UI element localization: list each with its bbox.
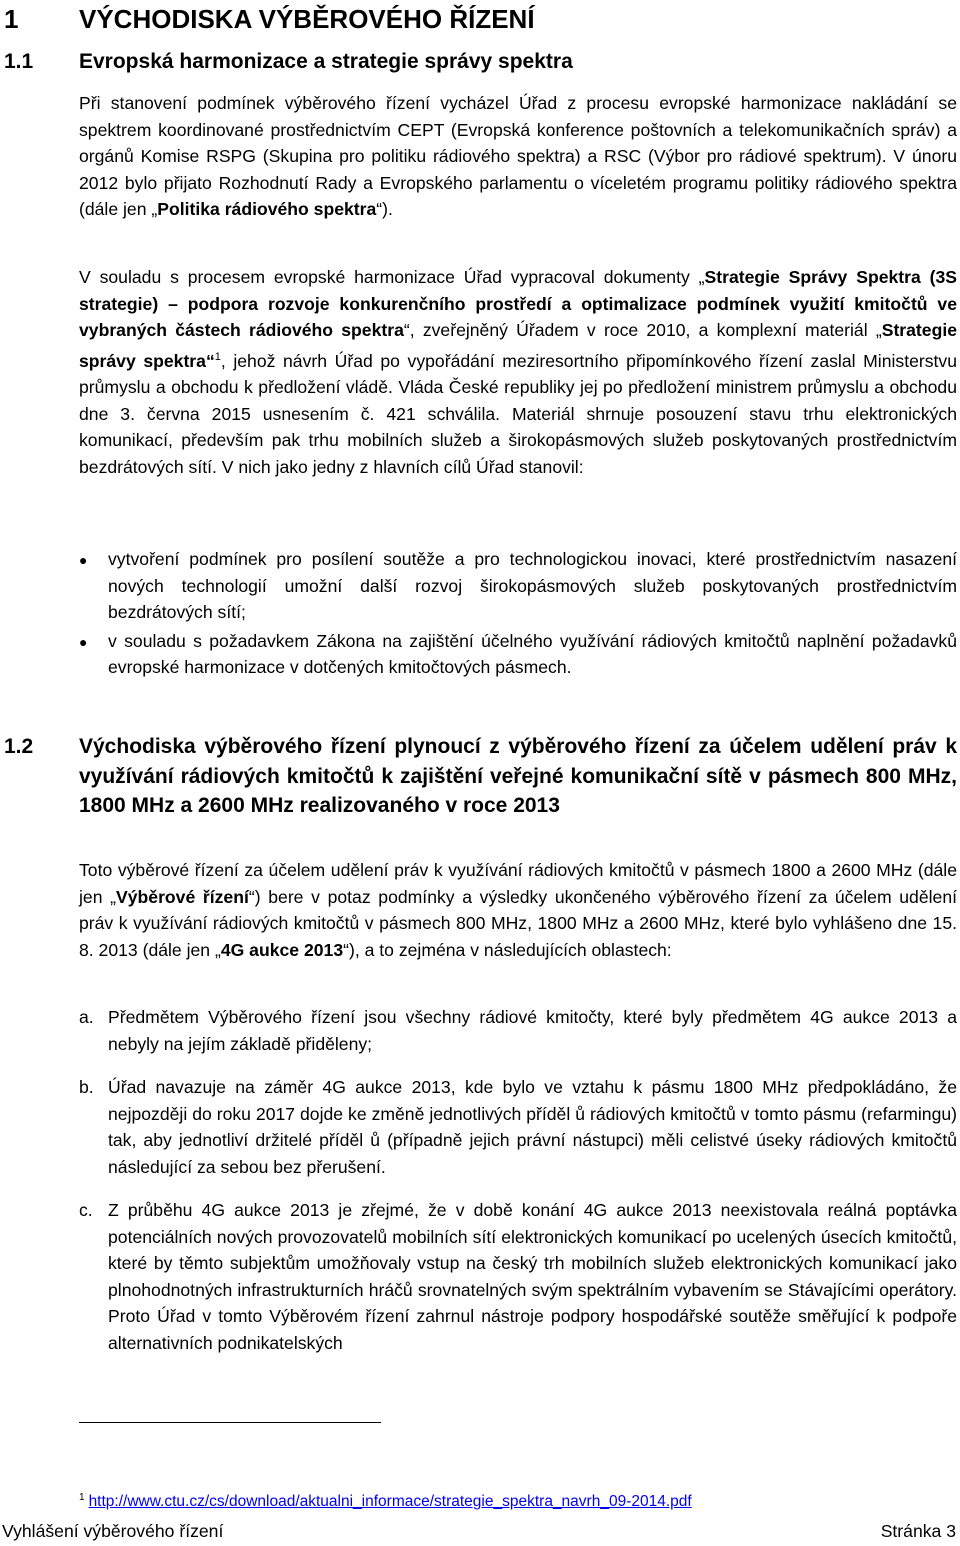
defined-term: Strategie Správy Spektra (3S strategie) – podpora rozvoje konkurenčního prostředí a optimalizace podmínek využití kmitočtů ve vybraných částech rádiového spektra	[79, 267, 957, 340]
footer-document-title: Vyhlášení výběrového řízení	[2, 1521, 224, 1541]
list-item: a. Předmětem Výběrového řízení jsou všechny rádiové kmitočty, které byly předmětem 4G aukce 2013 a nebyly na jejím základě přiděleny;	[79, 1004, 957, 1057]
list-item: c. Z průběhu 4G aukce 2013 je zřejmé, že v době konání 4G aukce 2013 neexistovala reálná poptávka potenciálních nových provozovatelů mobilních sítí elektronických komunikací po ucelených úsecích kmitočtů, které by těmto subjektům umožňovaly vstup na český trh mobilních služeb elektronických komunikací jako plnohodnotných infrastrukturních hráčů srovnatelných svým spektrálním vybavením se Stávajícími operátory. Proto Úřad v tomto Výběrovém řízení zahrnul nástroje podpory hospodářské soutěže směřující k podpoře alternativních podnikatelských	[79, 1197, 957, 1356]
chapter-heading	[4, 2, 535, 36]
section-number: 1.2	[4, 735, 34, 758]
footnote-link[interactable]: http://www.ctu.cz/cs/download/aktualni_informace/strategie_spektra_navrh_09-2014.pdf	[88, 1493, 692, 1510]
defined-term: Výběrové řízení	[116, 886, 249, 907]
areas-list	[79, 1004, 957, 1373]
list-marker: b.	[79, 1077, 94, 1097]
defined-term: Strategie správy spektra	[79, 320, 957, 371]
list-marker: a.	[79, 1007, 94, 1027]
footnote-separator	[79, 1422, 381, 1423]
section-heading-1-1	[4, 47, 573, 77]
list-marker: c.	[79, 1200, 93, 1220]
page-footer	[2, 1519, 956, 1543]
section-title: Evropská harmonizace a strategie správy spektra	[79, 50, 573, 73]
defined-term: Politika rádiového spektra	[157, 199, 377, 219]
footnote	[79, 1488, 692, 1512]
paragraph-previous-auction: Toto výběrové řízení za účelem udělení práv k využívání rádiových kmitočtů v pásmech 1800 a 2600 MHz (dále jen „Výběrové řízení“) bere v potaz podmínky a výsledky ukončeného výběrového řízení za účelem udělení práv k využívání rádiových kmitočtů v pásmech 800 MHz, 1800 MHz a 2600 MHz, které bylo vyhlášeno dne 15. 8. 2013 (dále jen „4G aukce 2013“), a to zejména v následujících oblastech:	[79, 860, 957, 960]
list-item: ● v souladu s požadavkem Zákona na zajištění účelného využívání rádiových kmitočtů naplnění požadavků evropské harmonizace v dotčených kmitočtových pásmech.	[79, 628, 957, 681]
footer-page-number: Stránka 3	[880, 1521, 956, 1541]
paragraph-strategy: V souladu s procesem evropské harmonizace Úřad vypracoval dokumenty „Strategie Správy Spektra (3S strategie) – podpora rozvoje konkurenčního prostředí a optimalizace podmínek využití kmitočtů ve vybraných částech rádiového spektra“, zveřejněný Úřadem v roce 2010, a komplexní materiál „Strategie správy spektra“$^1$, jehož návrh Úřad po vypořádání meziresortního připomínkového řízení zaslal Ministerstvu průmyslu a obchodu k předložení vládě. Vláda České republiky jej po předložení ministrem průmyslu a obchodu dne 3. června 2015 usnesením č. 421 schválila. Materiál shrnuje posouzení stavu trhu elektronických komunikací, především pak trhu mobilních služeb a širokopásmových služeb poskytovaných prostřednictvím bezdrátových sítí. V nich jako jedny z hlavních cílů Úřad stanovil:	[79, 267, 957, 477]
list-item: ● vytvoření podmínek pro posílení soutěže a pro technologickou inovaci, které prostřednictvím nasazení nových technologií umožní další rozvoj širokopásmových služeb poskytovaných prostřednictvím bezdrátových sítí;	[79, 546, 957, 626]
section-heading-1-2	[4, 732, 957, 821]
chapter-number: 1	[4, 4, 19, 34]
defined-term: 4G aukce 2013	[220, 939, 344, 960]
bullet-icon: ●	[79, 552, 88, 568]
footnote-reference[interactable]: 1	[214, 350, 221, 363]
footnote-number: 1	[79, 1492, 85, 1503]
chapter-title: VÝCHODISKA VÝBĚROVÉHO ŘÍZENÍ	[79, 4, 535, 34]
bullet-icon: ●	[79, 633, 88, 650]
goals-list	[79, 546, 957, 683]
list-item: b. Úřad navazuje na záměr 4G aukce 2013, kde bylo ve vztahu k pásmu 1800 MHz předpokládáno, že nejpozději do roku 2017 dojde ke změně jednotlivých příděl ů rádiových kmitočtů v tomto pásmu (refarmingu) tak, aby jednotliví držitelé příděl ů (případně jejich právní nástupci) měli celistvé úseky rádiových kmitočtů následující za sebou bez přerušení.	[79, 1074, 957, 1180]
section-number: 1.1	[4, 50, 34, 73]
section-title: Východiska výběrového řízení plynoucí z výběrového řízení za účelem udělení práv k využívání rádiových kmitočtů k zajištění veřejné komunikační sítě v pásmech 800 MHz, 1800 MHz a 2600 MHz realizovaného v roce 2013	[79, 735, 957, 817]
paragraph-harmonization: Při stanovení podmínek výběrového řízení vycházel Úřad z procesu evropské harmonizace nakládání se spektrem koordinované prostřednictvím CEPT (Evropská konference poštovních a telekomunikačních správ) a orgánů Komise RSPG (Skupina pro politiku rádiového spektra) a RSC (Výbor pro rádiové spektrum). V únoru 2012 bylo přijato Rozhodnutí Rady a Evropského parlamentu o víceletém programu politiky rádiového spektra (dále jen „Politika rádiového spektra“).	[79, 93, 957, 219]
